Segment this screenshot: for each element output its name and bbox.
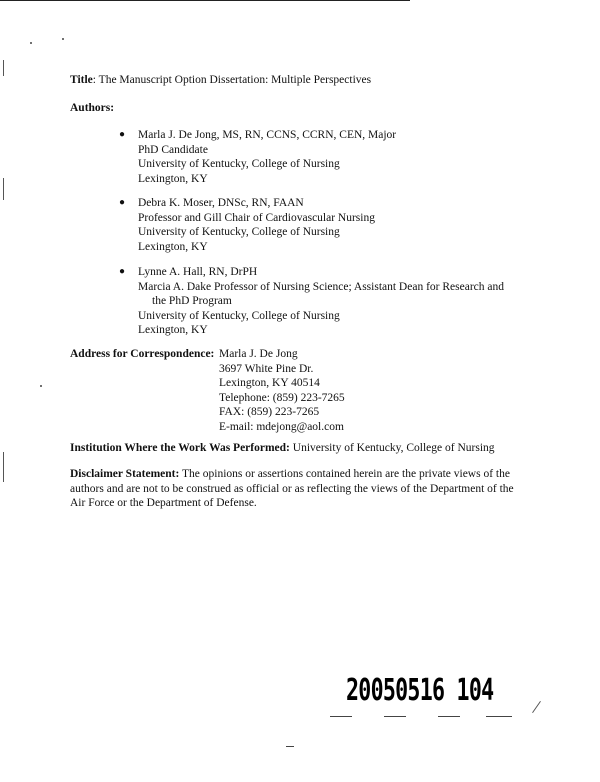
scan-mark — [3, 178, 4, 200]
author-entry — [119, 196, 375, 254]
author-line: Professor and Gill Chair of Cardiovascular Nursing — [138, 211, 375, 224]
disclaimer-line: authors and are not to be construed as official or as reflecting the views of the Department of the — [70, 482, 514, 495]
author-line: University of Kentucky, College of Nursing — [138, 158, 340, 170]
disclaimer-statement — [70, 467, 525, 511]
author-line: University of Kentucky, College of Nursing — [138, 226, 340, 238]
author-entry — [119, 128, 397, 186]
author-line: the PhD Program — [152, 295, 232, 307]
author-line: University of Kentucky, College of Nursing — [138, 309, 340, 322]
author-line: Lexington, KY — [138, 240, 208, 253]
scan-dash — [384, 716, 406, 717]
author-name: Marla J. De Jong, MS, RN, CCNS, CCRN, CEN, Major — [138, 129, 397, 141]
author-line: Marcia A. Dake Professor of Nursing Science; Assistant Dean for Research and — [138, 280, 504, 293]
address-line: Marla J. De Jong — [219, 348, 298, 360]
scan-dash — [286, 746, 294, 747]
scan-speck — [30, 42, 32, 44]
document-title: Title: The Manuscript Option Dissertation: Multiple Perspectives — [70, 74, 372, 86]
top-rule — [0, 0, 410, 1]
author-entry — [119, 265, 504, 338]
title-label: Title — [70, 74, 93, 86]
scan-mark — [3, 60, 4, 76]
institution-value: University of Kentucky, College of Nursing — [292, 442, 495, 454]
document-number: 20050516 104 — [346, 673, 494, 708]
author-line: Lexington, KY — [138, 172, 208, 185]
fax-line: FAX: (859) 223-7265 — [219, 406, 320, 418]
institution-statement — [70, 441, 495, 456]
disclaimer-line: The opinions or assertions contained herein are the private views of the — [182, 468, 510, 480]
title-value: The Manuscript Option Dissertation: Multiple Perspectives — [98, 74, 372, 86]
author-name: Debra K. Moser, DNSc, RN, FAAN — [138, 197, 304, 209]
scan-speck — [40, 385, 42, 387]
bullet-icon: ● — [119, 129, 126, 140]
address-line: 3697 White Pine Dr. — [219, 362, 314, 375]
scan-dash — [486, 716, 512, 717]
scan-mark — [3, 452, 4, 482]
scan-dash — [438, 716, 460, 717]
authors-heading: Authors: — [70, 102, 115, 114]
disclaimer-line: Air Force or the Department of Defense. — [70, 497, 257, 509]
correspondence-label: Address for Correspondence: — [70, 348, 215, 360]
scan-speck — [62, 38, 64, 40]
scan-dash — [330, 716, 352, 717]
bullet-icon: ● — [119, 266, 126, 277]
author-name: Lynne A. Hall, RN, DrPH — [138, 266, 258, 278]
disclaimer-label: Disclaimer Statement: — [70, 468, 180, 480]
email-line: E-mail: mdejong@aol.com — [219, 420, 344, 433]
correspondence-address — [219, 347, 345, 434]
institution-label: Institution Where the Work Was Performed: — [70, 442, 290, 454]
author-line: Lexington, KY — [138, 324, 208, 336]
telephone-line: Telephone: (859) 223-7265 — [219, 391, 345, 404]
address-line: Lexington, KY 40514 — [219, 377, 320, 389]
scan-mark — [532, 701, 541, 713]
author-line: PhD Candidate — [138, 143, 208, 156]
bullet-icon: ● — [119, 197, 126, 208]
